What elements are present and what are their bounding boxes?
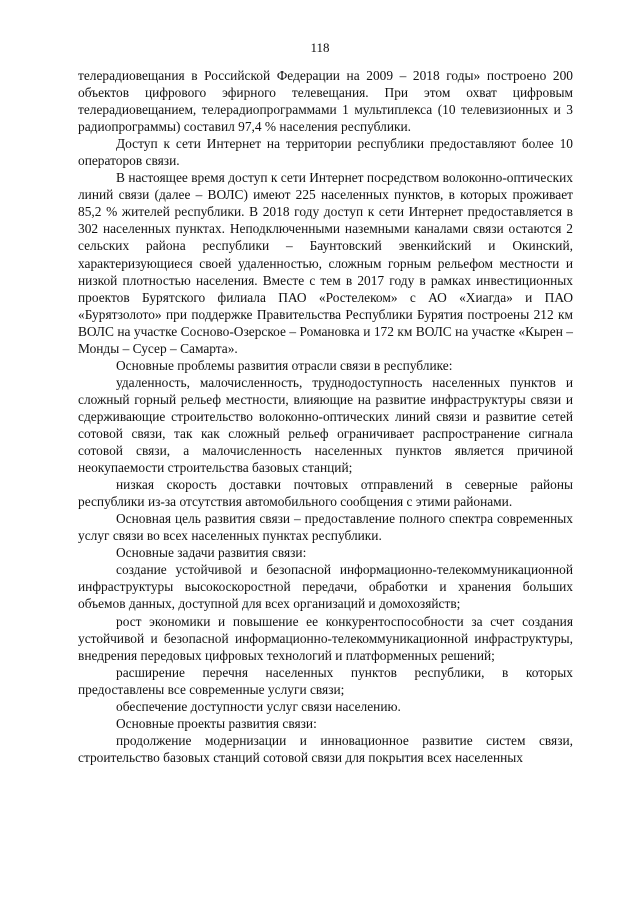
paragraph: Основные проекты развития связи: bbox=[116, 715, 317, 731]
paragraph: Основная цель развития связи – предоставление полного спектра современных услуг связи во всех населенных пунктах республики. bbox=[78, 511, 573, 544]
paragraph: Основные проблемы развития отрасли связи в республике: bbox=[116, 357, 453, 373]
paragraph: Доступ к сети Интернет на территории республики предоставляют более 10 операторов связи. bbox=[78, 136, 573, 169]
paragraph: создание устойчивой и безопасной информационно-телекоммуникационной инфраструктуры высокоскоростной передачи, обработки и хранения больших объемов данных, доступной для всех организаций и домохозяйств; bbox=[78, 562, 573, 612]
paragraph: удаленность, малочисленность, труднодоступность населенных пунктов и сложный горный рельеф местности, влияющие на развитие инфраструктуры связи и сдерживающие строительство волоконно-оптических линий связи и развитие сетей сотовой связи, так как сложный рельеф ограничивает распространение сигнала сотовой связи, а малочисленность населенных пунктов является причиной неокупаемости строительства базовых станций; bbox=[78, 374, 573, 476]
paragraph: телерадиовещания в Российской Федерации на 2009 – 2018 годы» построено 200 объектов цифрового эфирного телевещания. При этом охват цифровым телерадиовещанием, телерадиопрограммами 1 мультиплекса (10 телевизионных и 3 радиопрограммы) составил 97,4 % населения республики. bbox=[78, 68, 573, 135]
paragraph: Основные задачи развития связи: bbox=[116, 545, 307, 561]
paragraph: рост экономики и повышение ее конкурентоспособности за счет создания устойчивой и безопасной информационно-телекоммуникационной инфраструктуры, внедрения передовых цифровых технологий и платформенных решений; bbox=[78, 613, 573, 663]
paragraph: обеспечение доступности услуг связи населению. bbox=[116, 698, 401, 714]
paragraph: В настоящее время доступ к сети Интернет посредством волоконно-оптических линий связи (далее – ВОЛС) имеют 225 населенных пунктов, в которых проживает 85,2 % жителей республики. В 2018 году доступ к сети Интернет предоставляется в 302 населенных пунктах. Неподключенными наземными каналами связи остаются 2 сельских района республики – Баунтовский эвенкийский и Окинский, характеризующиеся своей удаленностью, сложным горным рельефом местности и низкой плотностью населения. Вместе с тем в 2017 году в рамках инвестиционных проектов Бурятского филиала ПАО «Ростелеком» с АО «Хиагда» и ПАО «Бурятзолото» при поддержке Правительства Республики Бурятия построены 212 км ВОЛС на участке Сосново-Озерское – Романовка и 172 км ВОЛС на участке «Кырен – Монды – Сусер – Самарта». bbox=[78, 170, 573, 356]
paragraph: низкая скорость доставки почтовых отправлений в северные районы республики из-за отсутствия автомобильного сообщения с этими районами. bbox=[78, 477, 573, 510]
paragraph: продолжение модернизации и инновационное развитие систем связи, строительство базовых станций сотовой связи для покрытия всех населенных bbox=[78, 732, 573, 765]
paragraph: расширение перечня населенных пунктов республики, в которых предоставлены все современные услуги связи; bbox=[78, 664, 573, 697]
page-number: 118 bbox=[310, 40, 330, 55]
body-text bbox=[78, 67, 573, 766]
